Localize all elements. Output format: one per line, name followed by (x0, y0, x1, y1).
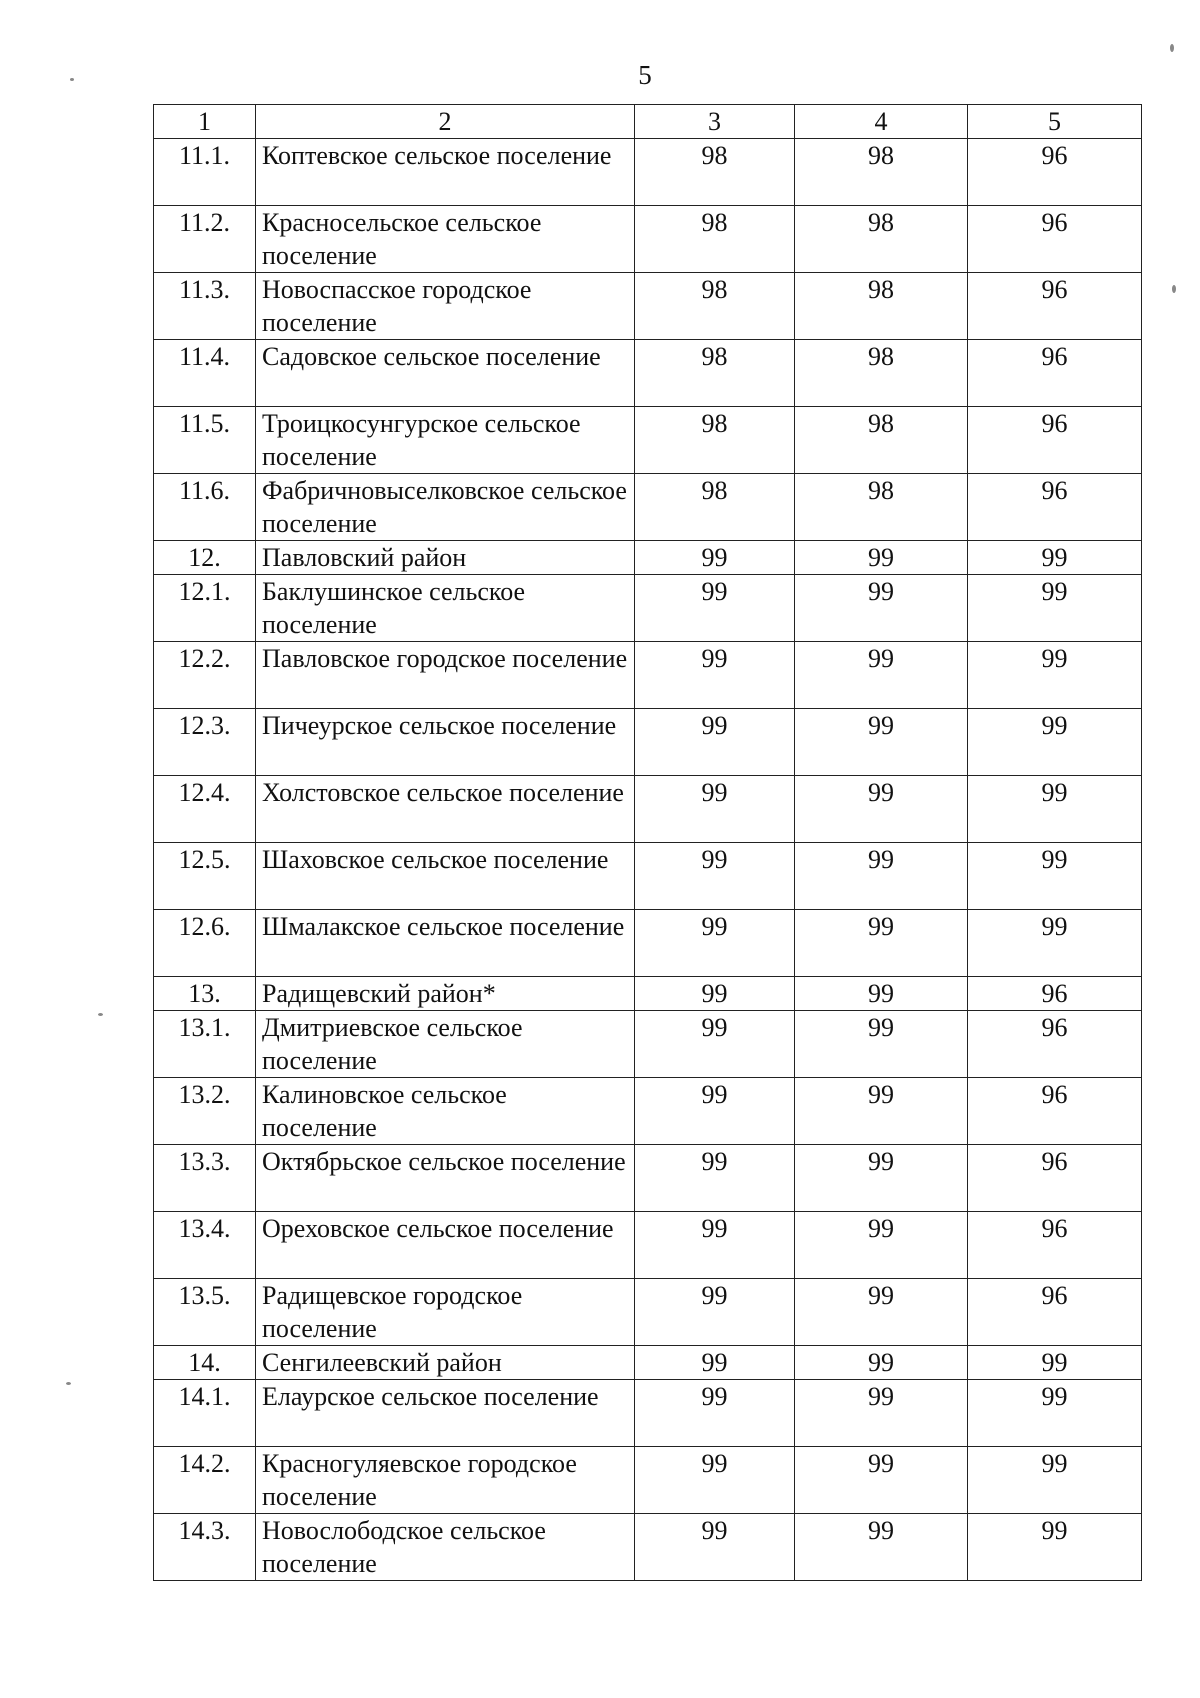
row-value-col-4: 99 (795, 642, 968, 709)
row-name: Октябрьское сельское поселение (256, 1145, 635, 1212)
row-name: Калиновское сельское поселение (256, 1078, 635, 1145)
row-number: 13.3. (154, 1145, 256, 1212)
row-value-col-4: 99 (795, 541, 968, 575)
table-row (154, 575, 1142, 642)
row-name: Коптевское сельское поселение (256, 139, 635, 206)
row-value-col-4: 98 (795, 273, 968, 340)
scan-speck (1170, 44, 1174, 52)
row-value-col-4: 99 (795, 1011, 968, 1078)
row-value-col-5: 99 (968, 1346, 1142, 1380)
row-name: Красногуляевское городское поселение (256, 1447, 635, 1514)
row-value-col-3: 99 (635, 1145, 795, 1212)
row-value-col-3: 98 (635, 407, 795, 474)
row-number: 13.5. (154, 1279, 256, 1346)
table-body (154, 139, 1142, 1581)
row-value-col-3: 98 (635, 273, 795, 340)
row-value-col-3: 99 (635, 776, 795, 843)
row-name: Сенгилеевский район (256, 1346, 635, 1380)
table-row (154, 910, 1142, 977)
table-row (154, 1447, 1142, 1514)
table-row (154, 977, 1142, 1011)
row-number: 14.1. (154, 1380, 256, 1447)
row-value-col-4: 99 (795, 1447, 968, 1514)
row-name: Новослободское сельское поселение (256, 1514, 635, 1581)
row-value-col-5: 99 (968, 776, 1142, 843)
row-value-col-3: 99 (635, 642, 795, 709)
row-number: 12.1. (154, 575, 256, 642)
row-number: 11.6. (154, 474, 256, 541)
row-value-col-3: 99 (635, 575, 795, 642)
row-value-col-5: 96 (968, 977, 1142, 1011)
row-value-col-3: 99 (635, 910, 795, 977)
row-name: Шмалакское сельское поселение (256, 910, 635, 977)
row-value-col-4: 99 (795, 776, 968, 843)
row-value-col-3: 98 (635, 206, 795, 273)
row-value-col-5: 96 (968, 1145, 1142, 1212)
row-name: Дмитриевское сельское поселение (256, 1011, 635, 1078)
row-name: Павловский район (256, 541, 635, 575)
row-value-col-4: 98 (795, 206, 968, 273)
row-value-col-3: 99 (635, 1514, 795, 1581)
row-value-col-3: 99 (635, 1011, 795, 1078)
row-value-col-4: 99 (795, 1514, 968, 1581)
row-value-col-4: 98 (795, 139, 968, 206)
row-name: Садовское сельское поселение (256, 340, 635, 407)
row-value-col-4: 99 (795, 1346, 968, 1380)
row-value-col-5: 96 (968, 1212, 1142, 1279)
table-row (154, 139, 1142, 206)
table-row (154, 1346, 1142, 1380)
row-value-col-3: 99 (635, 843, 795, 910)
row-number: 11.4. (154, 340, 256, 407)
row-value-col-4: 99 (795, 1380, 968, 1447)
row-value-col-3: 98 (635, 139, 795, 206)
row-value-col-5: 99 (968, 642, 1142, 709)
row-value-col-3: 98 (635, 474, 795, 541)
row-value-col-5: 96 (968, 1078, 1142, 1145)
row-number: 13. (154, 977, 256, 1011)
row-number: 12.4. (154, 776, 256, 843)
header-col-2: 2 (256, 105, 635, 139)
row-number: 11.5. (154, 407, 256, 474)
row-value-col-5: 96 (968, 1011, 1142, 1078)
row-value-col-4: 98 (795, 340, 968, 407)
table-row (154, 206, 1142, 273)
row-value-col-5: 96 (968, 206, 1142, 273)
row-value-col-4: 99 (795, 910, 968, 977)
row-value-col-3: 99 (635, 1447, 795, 1514)
row-value-col-4: 99 (795, 977, 968, 1011)
row-value-col-4: 99 (795, 575, 968, 642)
table-row (154, 776, 1142, 843)
row-name: Красносельское сельское поселение (256, 206, 635, 273)
row-number: 11.2. (154, 206, 256, 273)
row-value-col-4: 99 (795, 1078, 968, 1145)
row-value-col-3: 99 (635, 1380, 795, 1447)
row-value-col-3: 99 (635, 541, 795, 575)
row-number: 11.3. (154, 273, 256, 340)
row-number: 12. (154, 541, 256, 575)
header-col-3: 3 (635, 105, 795, 139)
row-name: Холстовское сельское поселение (256, 776, 635, 843)
scan-speck (66, 1382, 71, 1385)
row-name: Ореховское сельское поселение (256, 1212, 635, 1279)
table-header (154, 105, 1142, 139)
row-value-col-3: 99 (635, 1346, 795, 1380)
row-name: Радищевский район* (256, 977, 635, 1011)
row-name: Пичеурское сельское поселение (256, 709, 635, 776)
row-value-col-4: 99 (795, 1212, 968, 1279)
scan-speck (1172, 285, 1176, 293)
row-value-col-5: 99 (968, 709, 1142, 776)
table-row (154, 1279, 1142, 1346)
row-name: Баклушинское сельское поселение (256, 575, 635, 642)
row-value-col-4: 98 (795, 407, 968, 474)
row-value-col-3: 99 (635, 1279, 795, 1346)
row-value-col-3: 99 (635, 1212, 795, 1279)
row-value-col-5: 96 (968, 340, 1142, 407)
row-value-col-5: 99 (968, 843, 1142, 910)
row-name: Фабричновыселковское сельское поселение (256, 474, 635, 541)
row-value-col-5: 96 (968, 407, 1142, 474)
row-name: Елаурское сельское поселение (256, 1380, 635, 1447)
header-col-5: 5 (968, 105, 1142, 139)
row-number: 13.4. (154, 1212, 256, 1279)
row-name: Троицкосунгурское сельское поселение (256, 407, 635, 474)
row-value-col-5: 96 (968, 1279, 1142, 1346)
row-value-col-5: 99 (968, 575, 1142, 642)
data-table (153, 104, 1142, 1581)
table-row (154, 843, 1142, 910)
row-value-col-5: 99 (968, 1514, 1142, 1581)
row-value-col-3: 98 (635, 340, 795, 407)
table-row (154, 340, 1142, 407)
row-name: Новоспасское городское поселение (256, 273, 635, 340)
row-number: 12.3. (154, 709, 256, 776)
table-row (154, 1078, 1142, 1145)
table-row (154, 407, 1142, 474)
table-row (154, 1011, 1142, 1078)
row-value-col-5: 99 (968, 1380, 1142, 1447)
row-value-col-5: 96 (968, 474, 1142, 541)
row-number: 12.6. (154, 910, 256, 977)
row-value-col-5: 96 (968, 139, 1142, 206)
row-value-col-4: 99 (795, 709, 968, 776)
header-col-1: 1 (154, 105, 256, 139)
table-row (154, 541, 1142, 575)
page-number: 5 (638, 60, 652, 90)
row-number: 11.1. (154, 139, 256, 206)
table-row (154, 1145, 1142, 1212)
row-number: 12.2. (154, 642, 256, 709)
scan-speck (98, 1013, 103, 1016)
row-number: 13.1. (154, 1011, 256, 1078)
row-value-col-4: 99 (795, 843, 968, 910)
header-col-4: 4 (795, 105, 968, 139)
table-row (154, 642, 1142, 709)
row-value-col-3: 99 (635, 709, 795, 776)
table-row (154, 709, 1142, 776)
row-number: 14.3. (154, 1514, 256, 1581)
row-name: Радищевское городское поселение (256, 1279, 635, 1346)
table-row (154, 1212, 1142, 1279)
row-value-col-3: 99 (635, 1078, 795, 1145)
row-number: 13.2. (154, 1078, 256, 1145)
table-row (154, 1380, 1142, 1447)
table-row (154, 474, 1142, 541)
row-name: Павловское городское поселение (256, 642, 635, 709)
row-value-col-4: 98 (795, 474, 968, 541)
row-value-col-5: 96 (968, 273, 1142, 340)
row-value-col-5: 99 (968, 541, 1142, 575)
row-value-col-5: 99 (968, 1447, 1142, 1514)
scan-speck (70, 78, 74, 81)
table-row (154, 273, 1142, 340)
row-value-col-4: 99 (795, 1279, 968, 1346)
row-number: 14.2. (154, 1447, 256, 1514)
table-row (154, 1514, 1142, 1581)
row-value-col-5: 99 (968, 910, 1142, 977)
row-value-col-4: 99 (795, 1145, 968, 1212)
row-name: Шаховское сельское поселение (256, 843, 635, 910)
row-number: 14. (154, 1346, 256, 1380)
row-number: 12.5. (154, 843, 256, 910)
row-value-col-3: 99 (635, 977, 795, 1011)
